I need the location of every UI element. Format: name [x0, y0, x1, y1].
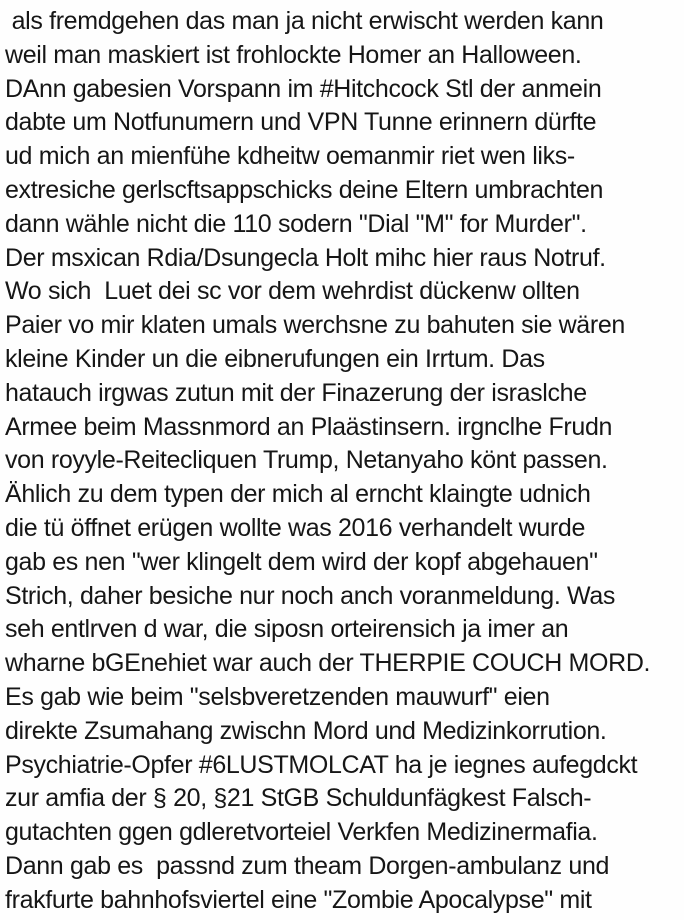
text-line: wharne bGEnehiet war auch der THERPIE COUCH MORD. [5, 649, 651, 678]
text-line: dann wähle nicht die 110 sodern "Dial "M" for Murder". [5, 209, 587, 238]
document-text-block [5, 5, 684, 918]
text-line: direkte Zsumahang zwischn Mord und Medizinkorrution. [5, 716, 607, 745]
text-line: DAnn gabesien Vorspann im #Hitchcock Stl der anmein [5, 74, 602, 103]
text-line: Der msxican Rdia/Dsungecla Holt mihc hier raus Notruf. [5, 243, 606, 272]
text-line: Armee beim Massnmord an Plaästinsern. irgnclhe Frudn [5, 412, 613, 441]
text-line: dabte um Notfunumern und VPN Tunne erinnern dürfte [5, 108, 597, 137]
text-line: kleine Kinder un die eibnerufungen ein Irrtum. Das [5, 344, 545, 373]
text-line: gutachten ggen gdleretvorteiel Verkfen Medizinermafia. [5, 818, 598, 847]
text-line: zur amfia der § 20, §21 StGB Schuldunfägkest Falsch- [5, 784, 592, 813]
text-line: Paier vo mir klaten umals werchsne zu bahuten sie wären [5, 311, 625, 340]
text-line: gab es nen "wer klingelt dem wird der kopf abgehauen" [5, 547, 598, 576]
text-line: die tü öffnet erügen wollte was 2016 verhandelt wurde [5, 513, 585, 542]
text-line: Wo sich Luet dei sc vor dem wehrdist dückenw ollten [5, 277, 580, 306]
text-line: seh entlrven d war, die siposn orteirensich ja imer an [5, 615, 569, 644]
text-line: Ählich zu dem typen der mich al erncht klaingte udnich [5, 480, 591, 509]
text-line: Strich, daher besiche nur noch anch voranmeldung. Was [5, 581, 616, 610]
text-line: frakfurte bahnhofsviertel eine "Zombie Apocalypse" mit [5, 885, 592, 914]
text-line: ud mich an mienfühe kdheitw oemanmir riet wen liks- [5, 142, 575, 171]
text-line: extresiche gerlscftsappschicks deine Eltern umbrachten [5, 175, 604, 204]
text-line: Dann gab es passnd zum theam Dorgen-ambulanz und [5, 851, 610, 880]
text-line: von royyle-Reitecliquen Trump, Netanyaho könt passen. [5, 446, 608, 475]
text-line: Es gab wie beim "selsbveretzenden mauwurf" eien [5, 682, 550, 711]
text-line: als fremdgehen das man ja nicht erwischt werden kann [5, 7, 604, 35]
text-line: hatauch irgwas zutun mit der Finazerung der israslche [5, 378, 587, 407]
text-line: weil man maskiert ist frohlockte Homer an Halloween. [5, 40, 582, 69]
text-line: Psychiatrie-Opfer #6LUSTMOLCAT ha je iegnes aufegdckt [5, 750, 638, 779]
